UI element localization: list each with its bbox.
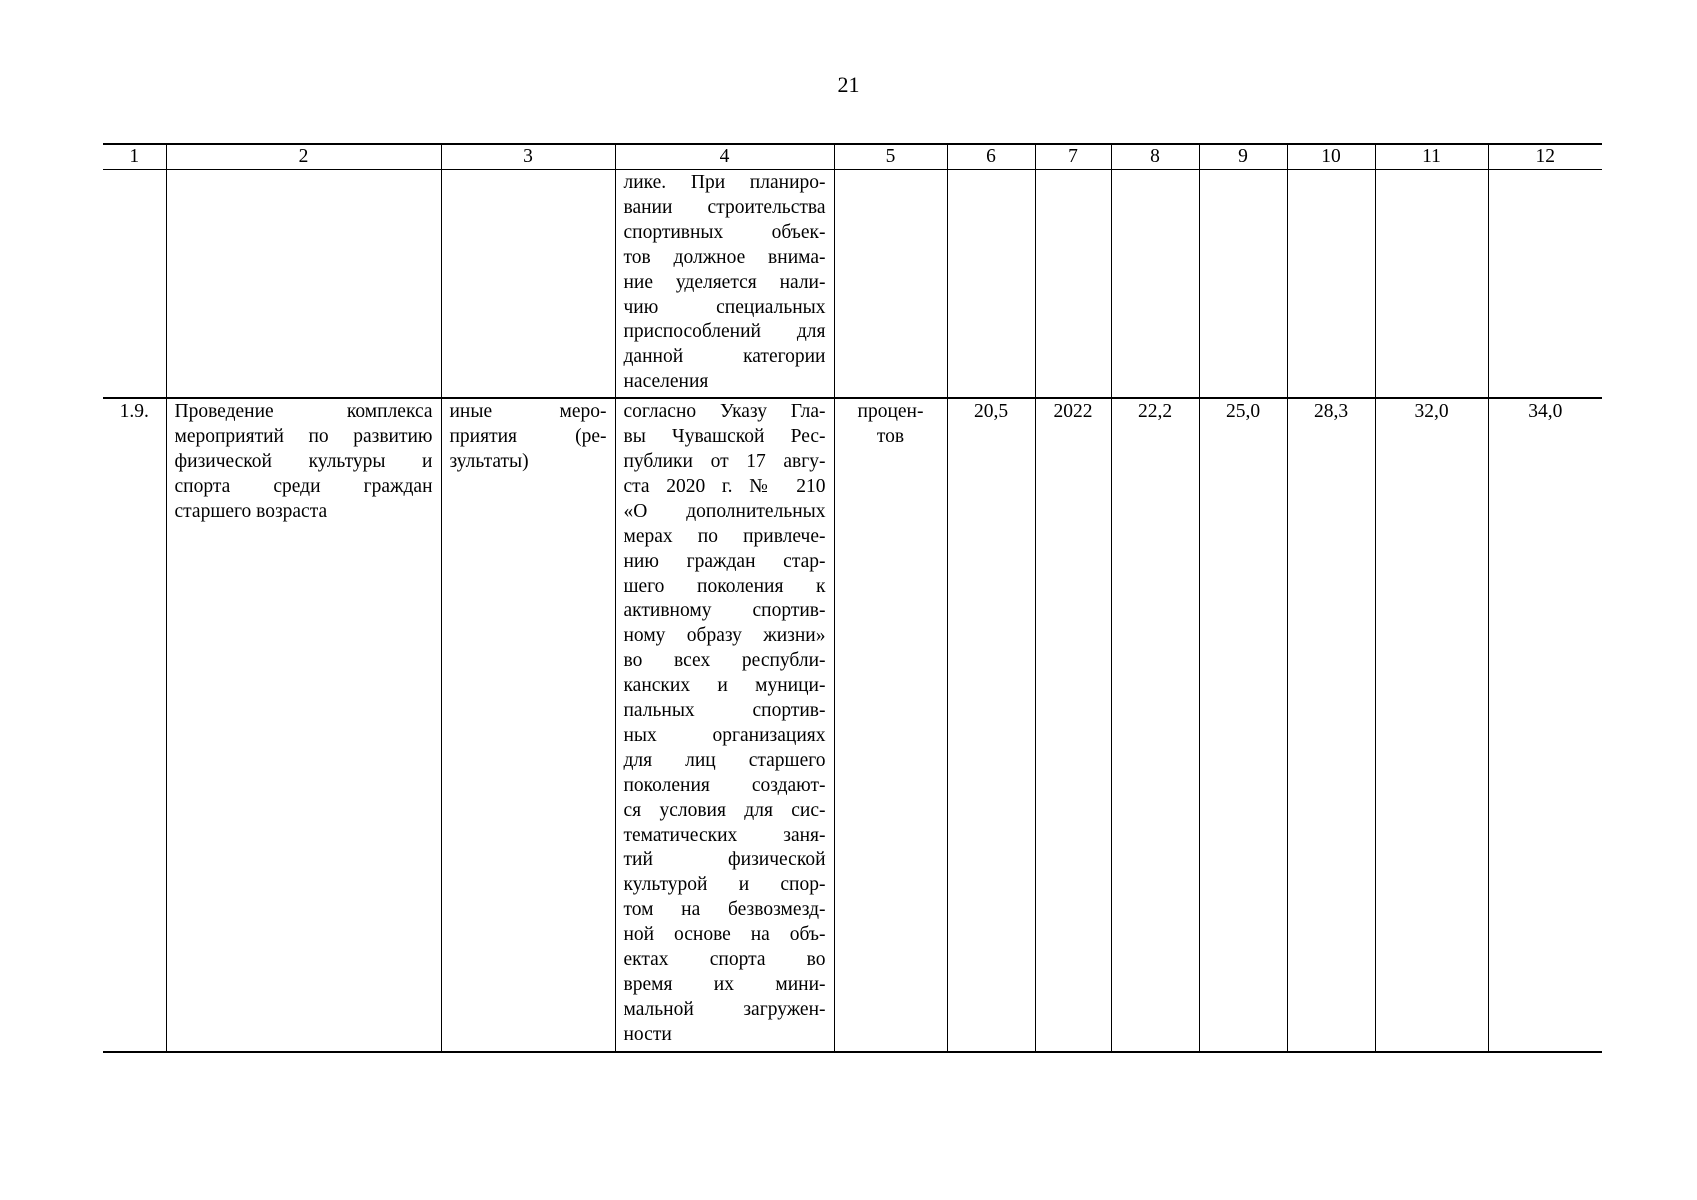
text-line: согласно Указу Гла- (623, 401, 826, 423)
cell-row-number: 1.9. (103, 398, 166, 1052)
cell-base-year: 2022 (1035, 398, 1111, 1052)
cell-empty (1287, 170, 1375, 399)
text-line: «О дополнительных (623, 500, 826, 522)
text-line: ектах спорта во (623, 949, 826, 971)
cell-unit (834, 398, 947, 1052)
text-line: пальных спортив- (623, 700, 826, 722)
text-line: во всех республи- (623, 650, 826, 672)
cell-value-col-8: 22,2 (1111, 398, 1199, 1052)
text-line: спортивных объек- (623, 221, 826, 243)
cell-empty (1488, 170, 1602, 399)
text-line: данной категории (623, 346, 826, 368)
text-line: шего поколения к (623, 575, 826, 597)
cell-base-value: 20,5 (947, 398, 1035, 1052)
cell-value-col-11: 32,0 (1375, 398, 1488, 1052)
text-line: нию граждан стар- (623, 550, 826, 572)
column-number-8: 8 (1111, 144, 1199, 170)
text-line: ной основе на объ- (623, 924, 826, 946)
column-number-12: 12 (1488, 144, 1602, 170)
cell-empty (1375, 170, 1488, 399)
text-line: спорта среди граждан (174, 475, 433, 497)
text-line: время их мини- (623, 974, 826, 995)
cell-empty (103, 170, 166, 399)
cell-measure-name (166, 398, 441, 1052)
table-header-row (103, 144, 1602, 170)
cell-empty (441, 170, 615, 399)
text-line: публики от 17 авгу- (623, 450, 826, 472)
text-line: ности (623, 1023, 672, 1045)
text-line: вании строительства (623, 196, 826, 218)
cell-value-col-9: 25,0 (1199, 398, 1287, 1052)
text-line: том на безвозмезд- (623, 899, 826, 921)
cell-empty (834, 170, 947, 399)
text-line: ние уделяется нали- (623, 271, 826, 293)
text-line: культурой и спор- (623, 874, 826, 896)
column-number-10: 10 (1287, 144, 1375, 170)
text-line: ся условия для сис- (623, 799, 826, 821)
text-line: тов (876, 426, 905, 448)
text-line: Проведение комплекса (174, 401, 433, 423)
text-line: приспособлений для (623, 321, 826, 343)
cell-empty (1035, 170, 1111, 399)
cell-value-col-12: 34,0 (1488, 398, 1602, 1052)
text-line: населения (623, 371, 709, 393)
text-line: приятия (ре- (449, 426, 607, 448)
text-line: тематических заня- (623, 824, 826, 846)
page-number: 21 (837, 72, 860, 97)
text-line: лике. При планиро- (623, 172, 826, 193)
cell-empty (947, 170, 1035, 399)
column-number-11: 11 (1375, 144, 1488, 170)
text-line: канских и муници- (623, 675, 826, 697)
text-line: поколения создают- (623, 774, 826, 796)
text-line: мальной загружен- (623, 998, 826, 1020)
column-number-4: 4 (615, 144, 834, 170)
data-table (103, 143, 1602, 1053)
cell-basis-continuation (615, 170, 834, 399)
column-number-2: 2 (166, 144, 441, 170)
table-row-continuation (103, 170, 1602, 399)
column-number-5: 5 (834, 144, 947, 170)
text-line: тов должное внима- (623, 246, 826, 268)
cell-empty (1111, 170, 1199, 399)
text-line: зультаты) (449, 450, 529, 472)
text-line: вы Чувашской Рес- (623, 426, 826, 448)
column-number-3: 3 (441, 144, 615, 170)
table-row-1-9 (103, 398, 1602, 1052)
cell-measure-type (441, 398, 615, 1052)
text-line: ных организациях (623, 724, 826, 746)
text-line: чию специальных (623, 296, 826, 318)
column-number-6: 6 (947, 144, 1035, 170)
text-line: физической культуры и (174, 450, 433, 472)
text-line: ста 2020 г. № 210 (623, 475, 826, 497)
text-line: мероприятий по развитию (174, 426, 433, 448)
cell-empty (166, 170, 441, 399)
column-number-1: 1 (103, 144, 166, 170)
text-line: мерах по привлече- (623, 525, 826, 547)
column-number-7: 7 (1035, 144, 1111, 170)
cell-value-col-10: 28,3 (1287, 398, 1375, 1052)
text-line: для лиц старшего (623, 749, 826, 771)
text-line: старшего возраста (174, 500, 328, 522)
text-line: иные меро- (449, 401, 607, 423)
text-line: тий физической (623, 849, 826, 871)
column-number-9: 9 (1199, 144, 1287, 170)
cell-basis (615, 398, 834, 1052)
text-line: процен- (857, 401, 924, 423)
text-line: активному спортив- (623, 600, 826, 622)
cell-empty (1199, 170, 1287, 399)
text-line: ному образу жизни» (623, 625, 826, 647)
